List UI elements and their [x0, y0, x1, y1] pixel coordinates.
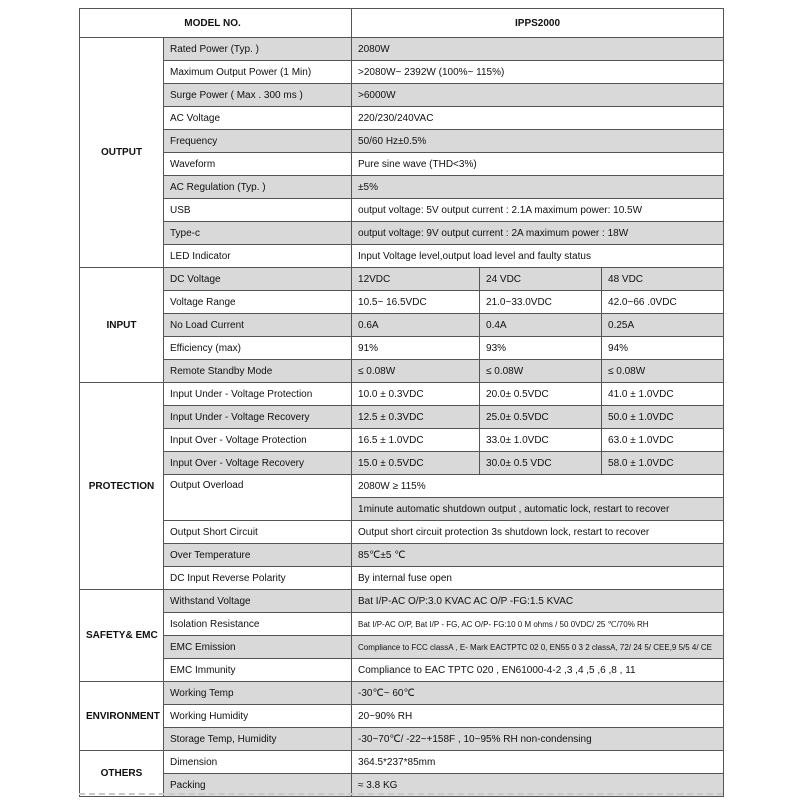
value-cell: Output short circuit protection 3s shutdown lock, restart to recover: [352, 521, 724, 544]
value-cell: 25.0± 0.5VDC: [480, 406, 602, 429]
table-row: [80, 728, 724, 751]
value-cell: 30.0± 0.5 VDC: [480, 452, 602, 475]
value-cell: 50.0 ± 1.0VDC: [602, 406, 724, 429]
bottom-divider: [79, 793, 723, 795]
table-row: [80, 567, 724, 590]
param-cell: Storage Temp, Humidity: [164, 728, 352, 751]
value-cell: 20~90% RH: [352, 705, 724, 728]
param-cell: Rated Power (Typ. ): [164, 38, 352, 61]
param-cell: AC Voltage: [164, 107, 352, 130]
value-cell: 58.0 ± 1.0VDC: [602, 452, 724, 475]
table-row: [80, 705, 724, 728]
value-cell: ≤ 0.08W: [480, 360, 602, 383]
value-cell: 91%: [352, 337, 480, 360]
param-cell: Withstand Voltage: [164, 590, 352, 613]
value-cell: Compliance to EAC TPTC 020 , EN61000-4-2 ,3 ,4 ,5 ,6 ,8 , 11: [352, 659, 724, 682]
group-environment: ENVIRONMENT: [80, 682, 164, 751]
param-cell: Input Under - Voltage Recovery: [164, 406, 352, 429]
table-row: [80, 291, 724, 314]
value-cell: 16.5 ± 1.0VDC: [352, 429, 480, 452]
param-cell: Output Short Circuit: [164, 521, 352, 544]
value-cell: 15.0 ± 0.5VDC: [352, 452, 480, 475]
value-cell: Bat I/P-AC O/P, Bat I/P - FG, AC O/P- FG:10 0 M ohms / 50 0VDC/ 25 ℃/70% RH: [352, 613, 724, 636]
value-cell: 48 VDC: [602, 268, 724, 291]
model-label: MODEL NO.: [80, 9, 352, 38]
table-row: [80, 153, 724, 176]
value-cell: Pure sine wave (THD<3%): [352, 153, 724, 176]
param-cell: No Load Current: [164, 314, 352, 337]
value-cell: Input Voltage level,output load level and faulty status: [352, 245, 724, 268]
value-cell: 10.0 ± 0.3VDC: [352, 383, 480, 406]
table-row: [80, 452, 724, 475]
value-cell: 93%: [480, 337, 602, 360]
table-row: [80, 38, 724, 61]
value-cell: 94%: [602, 337, 724, 360]
table-row: [80, 360, 724, 383]
param-cell: Output Overload: [164, 475, 352, 521]
param-cell: Maximum Output Power (1 Min): [164, 61, 352, 84]
value-cell: By internal fuse open: [352, 567, 724, 590]
value-cell: 1minute automatic shutdown output , automatic lock, restart to recover: [352, 498, 724, 521]
group-input: INPUT: [80, 268, 164, 383]
table-row: [80, 84, 724, 107]
param-cell: Remote Standby Mode: [164, 360, 352, 383]
param-cell: Working Humidity: [164, 705, 352, 728]
param-cell: DC Input Reverse Polarity: [164, 567, 352, 590]
param-cell: DC Voltage: [164, 268, 352, 291]
model-value: IPPS2000: [352, 9, 724, 38]
value-cell: 2080W ≥ 115%: [352, 475, 724, 498]
value-cell: ≈ 3.8 KG: [352, 774, 724, 797]
table-row: [80, 406, 724, 429]
param-cell: Voltage Range: [164, 291, 352, 314]
table-row: [80, 222, 724, 245]
table-row: [80, 199, 724, 222]
value-cell: -30℃~ 60℃: [352, 682, 724, 705]
table-row: [80, 521, 724, 544]
table-row: [80, 751, 724, 774]
value-cell: 364.5*237*85mm: [352, 751, 724, 774]
value-cell: >6000W: [352, 84, 724, 107]
param-cell: Input Under - Voltage Protection: [164, 383, 352, 406]
value-cell: Compliance to FCC classA , E- Mark EACTPTC 02 0, EN55 0 3 2 classA, 72/ 24 5/ CEE,9 5/5 4/ CE: [352, 636, 724, 659]
param-cell: Isolation Resistance: [164, 613, 352, 636]
value-cell: 12VDC: [352, 268, 480, 291]
table-row: [80, 659, 724, 682]
value-cell: 0.25A: [602, 314, 724, 337]
value-cell: -30~70℃/ -22~+158F , 10~95% RH non-condensing: [352, 728, 724, 751]
table-row: [80, 245, 724, 268]
value-cell: 0.4A: [480, 314, 602, 337]
value-cell: 12.5 ± 0.3VDC: [352, 406, 480, 429]
value-cell: 21.0~33.0VDC: [480, 291, 602, 314]
param-cell: USB: [164, 199, 352, 222]
value-cell: Bat I/P-AC O/P:3.0 KVAC AC O/P -FG:1.5 KVAC: [352, 590, 724, 613]
table-row: [80, 636, 724, 659]
header-row: [80, 9, 724, 38]
group-others: OTHERS: [80, 751, 164, 797]
value-cell: 63.0 ± 1.0VDC: [602, 429, 724, 452]
table-row: [80, 268, 724, 291]
value-cell: 10.5~ 16.5VDC: [352, 291, 480, 314]
table-row: [80, 544, 724, 567]
table-row: [80, 475, 724, 498]
table-row: [80, 176, 724, 199]
value-cell: 41.0 ± 1.0VDC: [602, 383, 724, 406]
param-cell: Type-c: [164, 222, 352, 245]
table-row: [80, 314, 724, 337]
table-row: [80, 337, 724, 360]
table-row: [80, 613, 724, 636]
value-cell: 33.0± 1.0VDC: [480, 429, 602, 452]
value-cell: ≤ 0.08W: [352, 360, 480, 383]
value-cell: 2080W: [352, 38, 724, 61]
param-cell: Packing: [164, 774, 352, 797]
group-protection: PROTECTION: [80, 383, 164, 590]
group-output: OUTPUT: [80, 38, 164, 268]
table-row: [80, 682, 724, 705]
table-row: [80, 61, 724, 84]
spec-table: [79, 8, 724, 797]
group-safety-emc: SAFETY& EMC: [80, 590, 164, 682]
table-row: [80, 383, 724, 406]
value-cell: output voltage: 5V output current : 2.1A maximum power: 10.5W: [352, 199, 724, 222]
value-cell: 20.0± 0.5VDC: [480, 383, 602, 406]
param-cell: EMC Emission: [164, 636, 352, 659]
param-cell: EMC Immunity: [164, 659, 352, 682]
param-cell: Frequency: [164, 130, 352, 153]
table-row: [80, 130, 724, 153]
table-row: [80, 107, 724, 130]
value-cell: 0.6A: [352, 314, 480, 337]
param-cell: Input Over - Voltage Recovery: [164, 452, 352, 475]
value-cell: ±5%: [352, 176, 724, 199]
param-cell: Over Temperature: [164, 544, 352, 567]
value-cell: 220/230/240VAC: [352, 107, 724, 130]
value-cell: 42.0~66 .0VDC: [602, 291, 724, 314]
table-row: [80, 429, 724, 452]
param-cell: Input Over - Voltage Protection: [164, 429, 352, 452]
param-cell: Dimension: [164, 751, 352, 774]
param-cell: AC Regulation (Typ. ): [164, 176, 352, 199]
value-cell: 24 VDC: [480, 268, 602, 291]
param-cell: LED Indicator: [164, 245, 352, 268]
param-cell: Efficiency (max): [164, 337, 352, 360]
param-cell: Working Temp: [164, 682, 352, 705]
value-cell: >2080W~ 2392W (100%~ 115%): [352, 61, 724, 84]
value-cell: 85℃±5 ℃: [352, 544, 724, 567]
value-cell: output voltage: 9V output current : 2A maximum power : 18W: [352, 222, 724, 245]
table-row: [80, 590, 724, 613]
value-cell: 50/60 Hz±0.5%: [352, 130, 724, 153]
param-cell: Surge Power ( Max . 300 ms ): [164, 84, 352, 107]
value-cell: ≤ 0.08W: [602, 360, 724, 383]
param-cell: Waveform: [164, 153, 352, 176]
